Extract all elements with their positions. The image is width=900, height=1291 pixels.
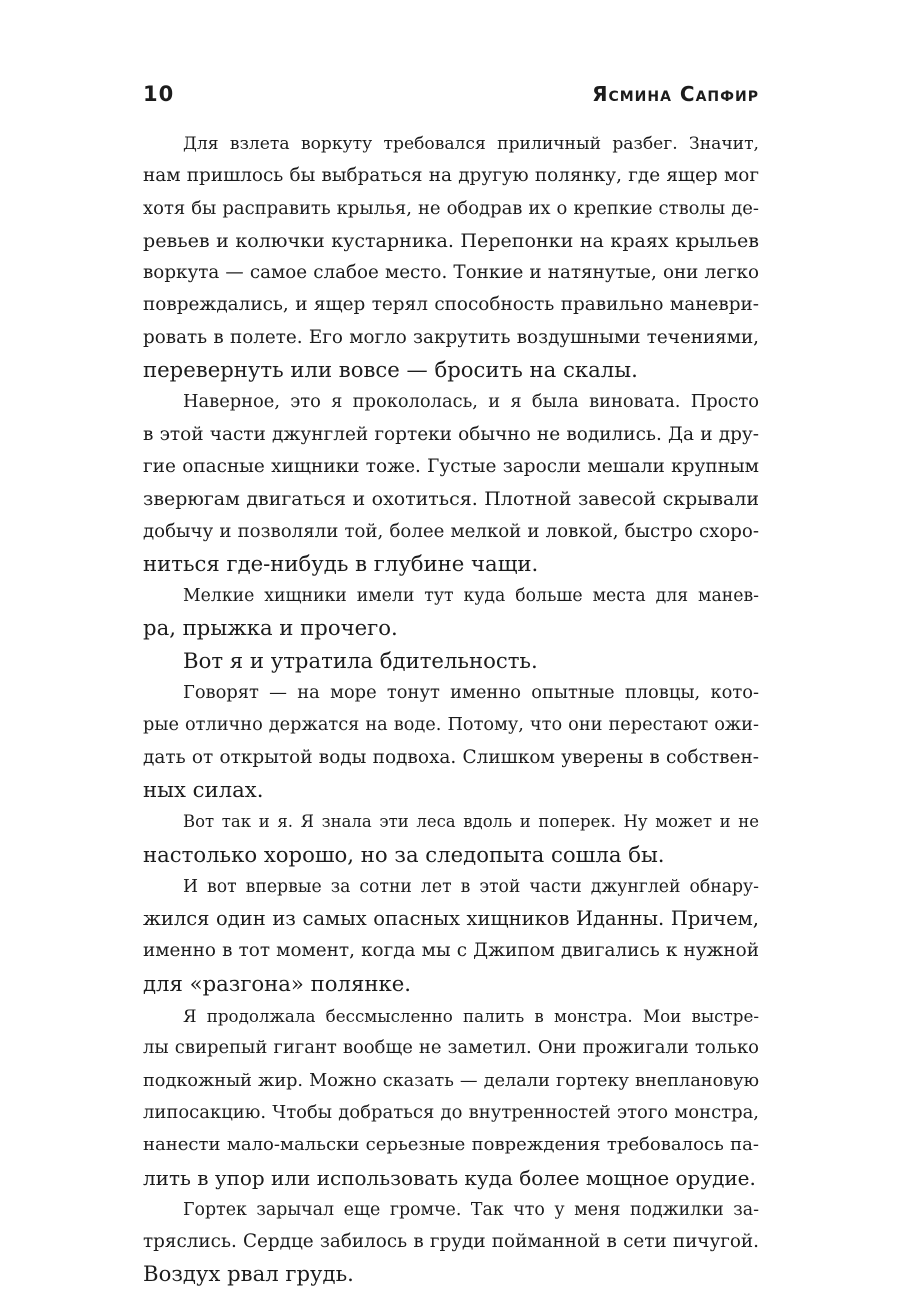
text-line: рые отлично держатся на воде. Потому, что они перестают ожи- (143, 715, 759, 736)
text-line: Я продолжала бессмысленно палить в монстра. Мои выстре- (183, 1006, 759, 1027)
text-line: Вот я и утратила бдительность. (183, 647, 538, 673)
paragraph (143, 128, 759, 386)
paragraph (143, 806, 759, 871)
text-line: подкожный жир. Можно сказать — делали гортеку внеплановую (143, 1070, 759, 1091)
paragraph (143, 386, 759, 580)
text-line: Гортек зарычал еще громче. Так что у меня поджилки за- (183, 1199, 759, 1220)
text-line: в этой части джунглей гортеки обычно не водились. Да и дру- (143, 423, 759, 445)
text-line: И вот впервые за сотни лет в этой части джунглей обнару- (183, 876, 759, 897)
paragraph (143, 645, 759, 677)
text-line: ниться где-нибудь в глубине чащи. (143, 550, 539, 576)
text-line: лы свирепый гигант вообще не заметил. Они прожигали только (143, 1037, 759, 1059)
paragraph (143, 1000, 759, 1194)
paragraph (143, 1194, 759, 1291)
paragraph (143, 677, 759, 806)
text-line: хотя бы расправить крылья, не ободрав их о крепкие стволы де- (143, 197, 759, 219)
text-line: воркута — самое слабое место. Тонкие и натянутые, они легко (143, 262, 759, 284)
text-line: именно в тот момент, когда мы с Джипом двигались к нужной (143, 940, 759, 962)
text-line: для «разгона» полянке. (143, 970, 411, 996)
text-line: жился один из самых опасных хищников Иданны. Причем, (143, 907, 759, 931)
text-line: нанести мало-мальски серьезные повреждения требовалось па- (143, 1134, 759, 1156)
body-text (143, 128, 759, 1291)
text-line: зверюгам двигаться и охотиться. Плотной завесой скрывали (143, 488, 759, 511)
text-line: повреждались, и ящер терял способность правильно маневри- (143, 294, 759, 316)
author-name: Ясмина Сапфир (592, 82, 759, 106)
running-head (143, 82, 759, 116)
text-line: ра, прыжка и прочего. (143, 615, 398, 641)
text-line: Вот так и я. Я знала эти леса вдоль и поперек. Ну может и не (183, 812, 759, 832)
text-line: Мелкие хищники имели тут куда больше места для манев- (183, 586, 759, 607)
text-line: добычу и позволяли той, более мелкой и ловкой, быстро схоро- (143, 520, 759, 542)
text-line: ревьев и колючки кустарника. Перепонки на краях крыльев (143, 229, 759, 252)
paragraph (143, 871, 759, 1000)
text-line: лить в упор или использовать куда более мощное орудие. (143, 1165, 756, 1190)
paragraph (143, 580, 759, 645)
page-number: 10 (143, 82, 175, 106)
text-line: дать от открытой воды подвоха. Слишком уверены в собствен- (143, 746, 759, 768)
text-line: ровать в полете. Его могло закрутить воздушными течениями, (143, 326, 759, 348)
text-line: Для взлета воркуту требовался приличный разбег. Значит, (183, 134, 759, 154)
text-line: Наверное, это я прокололась, и я была виновата. Просто (183, 391, 759, 413)
text-line: перевернуть или вовсе — бросить на скалы. (143, 357, 638, 383)
text-line: гие опасные хищники тоже. Густые заросли мешали крупным (143, 455, 759, 477)
text-line: Говорят — на море тонут именно опытные пловцы, кото- (183, 682, 759, 704)
text-line: ных силах. (143, 776, 264, 802)
text-line: нам пришлось бы выбраться на другую полянку, где ящер мог (143, 165, 759, 187)
text-line: липосакцию. Чтобы добраться до внутренностей этого монстра, (143, 1101, 759, 1123)
text-line: настолько хорошо, но за следопыта сошла бы. (143, 841, 665, 867)
text-line: Воздух рвал грудь. (143, 1261, 354, 1287)
text-line: тряслись. Сердце забилось в груди пойманной в сети пичугой. (143, 1231, 759, 1253)
